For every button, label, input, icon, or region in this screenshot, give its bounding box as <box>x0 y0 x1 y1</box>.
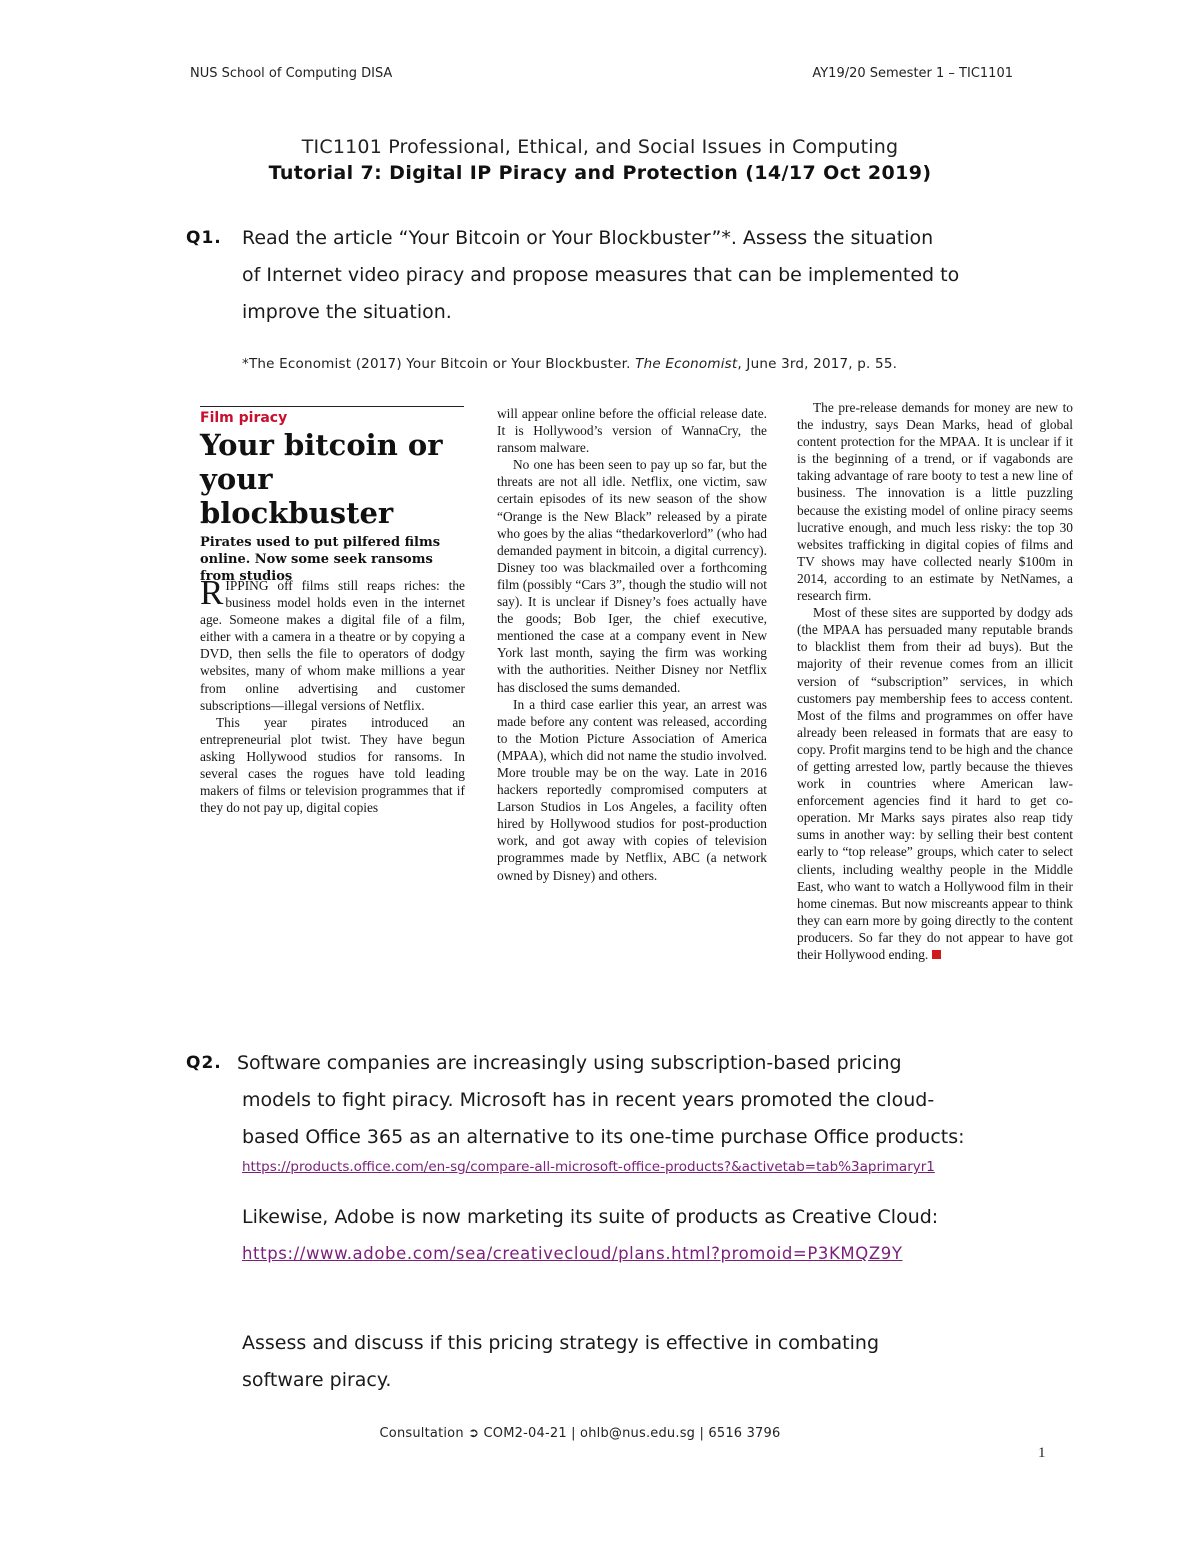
citation-journal: The Economist <box>635 356 738 372</box>
article-paragraph-text: Most of these sites are supported by dodgy ads (the MPAA has persuaded many reputable brands to blacklist them from their ad buys). But the majority of their revenue comes from an illicit version of “subscription” services, in which customers pay membership fees to access content. Most of the films and programmes on offer have already been released in formats that are easy to copy. Profit margins tend to be high and the chance of getting arrested low, partly because the thieves work in countries where American law-enforcement agencies find it hard to get co-operation. Mr Marks says pirates also reap tidy sums in another way: by selling their best content early to “top release” groups, which cater to select clients, including wealthy people in the Middle East, who want to watch a Hollywood film in their home cinemas. But now miscreants appear to think they can earn more by going directly to the content producers. So far they do not appear to have got their Hollywood ending. <box>797 605 1073 962</box>
article-paragraph: This year pirates introduced an entrepreneurial plot twist. They have begun asking Hollywood studios for ransoms. In several cases the rogues have told leading makers of films or television programmes that if they do not pay up, digital copies <box>200 714 465 816</box>
adobe-link[interactable]: https://www.adobe.com/sea/creativecloud/plans.html?promoid=P3KMQZ9Y <box>242 1244 903 1263</box>
office-link[interactable]: https://products.office.com/en-sg/compare-all-microsoft-office-products?&activetab=tab%3aprimaryr1 <box>242 1159 935 1175</box>
assess-line: Assess and discuss if this pricing strategy is effective in combating <box>242 1332 880 1354</box>
end-mark-icon <box>932 950 941 959</box>
header-left: NUS School of Computing DISA <box>190 66 393 81</box>
q2-text <box>237 1045 1047 1156</box>
q2-label: Q2. <box>186 1053 222 1073</box>
article-paragraph-text: IPPING off films still reaps riches: the business model holds even in the internet age. Someone makes a digital file of a film, either with a camera in a theatre or by copying a DVD, then sells the file to operators of dodgy websites, many of whom make millions a year from online advertising and customer subscriptions—illegal versions of Netflix. <box>200 578 465 713</box>
article-headline: Your bitcoin or your blockbuster <box>200 428 443 530</box>
course-title: TIC1101 Professional, Ethical, and Social Issues in Computing <box>301 136 899 158</box>
article-standfirst: Pirates used to put pilfered films online. Now some seek ransoms from studios <box>200 535 441 584</box>
article-kicker: Film piracy <box>200 410 288 426</box>
likewise-text: Likewise, Adobe is now marketing its suite of products as Creative Cloud: <box>242 1206 939 1228</box>
article-paragraph <box>797 604 1073 963</box>
article-column-3 <box>797 399 1073 963</box>
q1-line: improve the situation. <box>242 301 452 323</box>
drop-cap: R <box>200 573 224 612</box>
article-paragraph <box>200 573 465 714</box>
header-right: AY19/20 Semester 1 – TIC1101 <box>812 66 1013 81</box>
article-column-1 <box>200 573 465 816</box>
q1-label: Q1. <box>186 228 222 248</box>
q2-line: models to fight piracy. Microsoft has in recent years promoted the cloud- <box>242 1089 935 1111</box>
page-number: 1 <box>1038 1445 1046 1461</box>
article-top-rule <box>200 406 464 407</box>
q1-line: of Internet video piracy and propose measures that can be implemented to <box>242 264 960 286</box>
q2-line: based Office 365 as an alternative to its one-time purchase Office products: <box>242 1126 965 1148</box>
article-paragraph: The pre-release demands for money are new to the industry, says Dean Marks, head of global content protection for the MPAA. It is unclear if it is the beginning of a trend, or if vagabonds are taking advantage of rare booty to test a new line of business. The innovation is a little puzzling because the existing model of online piracy seems lucrative enough, and much less risky: the top 30 websites trafficking in digital copies of films and TV shows may have collected nearly $100m in 2014, according to an estimate by NetNames, a research firm. <box>797 400 1073 604</box>
title-block <box>0 134 1200 186</box>
citation-post: , June 3rd, 2017, p. 55. <box>737 356 898 372</box>
q1-line: Read the article “Your Bitcoin or Your Blockbuster”*. Assess the situation <box>242 227 934 249</box>
assess-line: software piracy. <box>242 1369 392 1391</box>
q1-text <box>242 220 1042 331</box>
footer-contact: Consultation ➲ COM2-04-21 | ohlb@nus.edu.sg | 6516 3796 <box>379 1426 781 1441</box>
article-column-2 <box>497 405 767 884</box>
tutorial-title: Tutorial 7: Digital IP Piracy and Protection (14/17 Oct 2019) <box>268 162 932 184</box>
article-paragraph: will appear online before the official release date. It is Hollywood’s version of WannaCry, the ransom malware. <box>497 406 767 456</box>
assess-text <box>242 1325 1002 1399</box>
citation <box>242 356 897 372</box>
q2-line: Software companies are increasingly using subscription-based pricing <box>237 1052 902 1074</box>
citation-pre: *The Economist (2017) Your Bitcoin or Your Blockbuster. <box>242 356 636 372</box>
article-paragraph: In a third case earlier this year, an arrest was made before any content was released, according to the Motion Picture Association of America (MPAA), which did not name the studio involved. More trouble may be on the way. Late in 2016 hackers reportedly compromised computers at Larson Studios in Los Angeles, a facility often hired by Hollywood studios for post-production work, and got away with copies of television programmes made by Netflix, ABC (a network owned by Disney) and others. <box>497 696 767 883</box>
article-paragraph: No one has been seen to pay up so far, but the threats are not all idle. Netflix, one victim, saw certain episodes of its new season of the show “Orange is the New Black” released by a pirate who goes by the alias “thedarkoverlord” (who had demanded payment in bitcoin, a digital currency). Disney too was blackmailed over a forthcoming film (possibly “Cars 3”, though the studio will not say). It is unclear if Disney’s foes actually have the goods; Bob Iger, the chief executive, mentioned the case at a company event in New York last month, saying the firm was working with the authorities. Neither Disney nor Netflix has disclosed the sums demanded. <box>497 457 767 695</box>
